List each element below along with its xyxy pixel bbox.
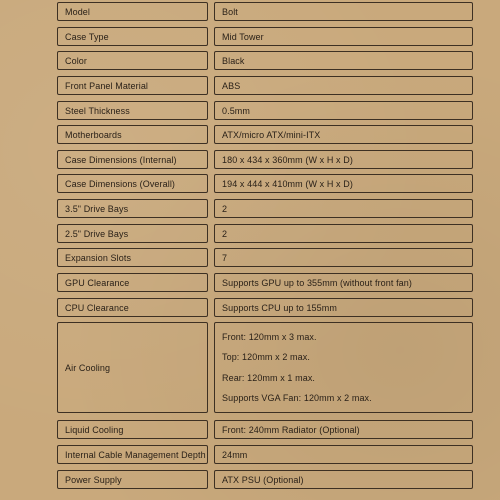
spec-label-cable: Internal Cable Management Depth [57,445,208,464]
spec-value-model: Bolt [214,2,473,21]
spec-value-air-cooling [214,322,473,413]
air-cooling-line: Top: 120mm x 2 max. [222,352,310,363]
spec-label-motherboards: Motherboards [57,125,208,144]
spec-value-expansion: 7 [214,248,473,267]
spec-label-case-type: Case Type [57,27,208,46]
spec-value-35-bays: 2 [214,199,473,218]
spec-value-gpu: Supports GPU up to 355mm (without front fan) [214,273,473,292]
spec-value-steel: 0.5mm [214,101,473,120]
spec-value-psu: ATX PSU (Optional) [214,470,473,489]
spec-value-front-panel: ABS [214,76,473,95]
spec-label-liquid: Liquid Cooling [57,420,208,439]
spec-label-expansion: Expansion Slots [57,248,208,267]
spec-label-dim-overall: Case Dimensions (Overall) [57,174,208,193]
spec-label-gpu: GPU Clearance [57,273,208,292]
spec-value-liquid: Front: 240mm Radiator (Optional) [214,420,473,439]
spec-value-motherboards: ATX/micro ATX/mini-ITX [214,125,473,144]
spec-label-model: Model [57,2,208,21]
spec-label-cpu: CPU Clearance [57,298,208,317]
spec-value-case-type: Mid Tower [214,27,473,46]
air-cooling-line: Supports VGA Fan: 120mm x 2 max. [222,392,372,403]
spec-value-cable: 24mm [214,445,473,464]
spec-label-steel: Steel Thickness [57,101,208,120]
spec-label-air-cooling: Air Cooling [57,322,208,413]
spec-value-dim-internal: 180 x 434 x 360mm (W x H x D) [214,150,473,169]
spec-value-25-bays: 2 [214,224,473,243]
spec-value-color: Black [214,51,473,70]
spec-label-psu: Power Supply [57,470,208,489]
air-cooling-line: Rear: 120mm x 1 max. [222,372,316,383]
air-cooling-line: Front: 120mm x 3 max. [222,332,317,343]
spec-label-35-bays: 3.5" Drive Bays [57,199,208,218]
spec-label-front-panel: Front Panel Material [57,76,208,95]
spec-label-dim-internal: Case Dimensions (Internal) [57,150,208,169]
spec-value-dim-overall: 194 x 444 x 410mm (W x H x D) [214,174,473,193]
spec-value-cpu: Supports CPU up to 155mm [214,298,473,317]
spec-label-color: Color [57,51,208,70]
spec-label-25-bays: 2.5" Drive Bays [57,224,208,243]
